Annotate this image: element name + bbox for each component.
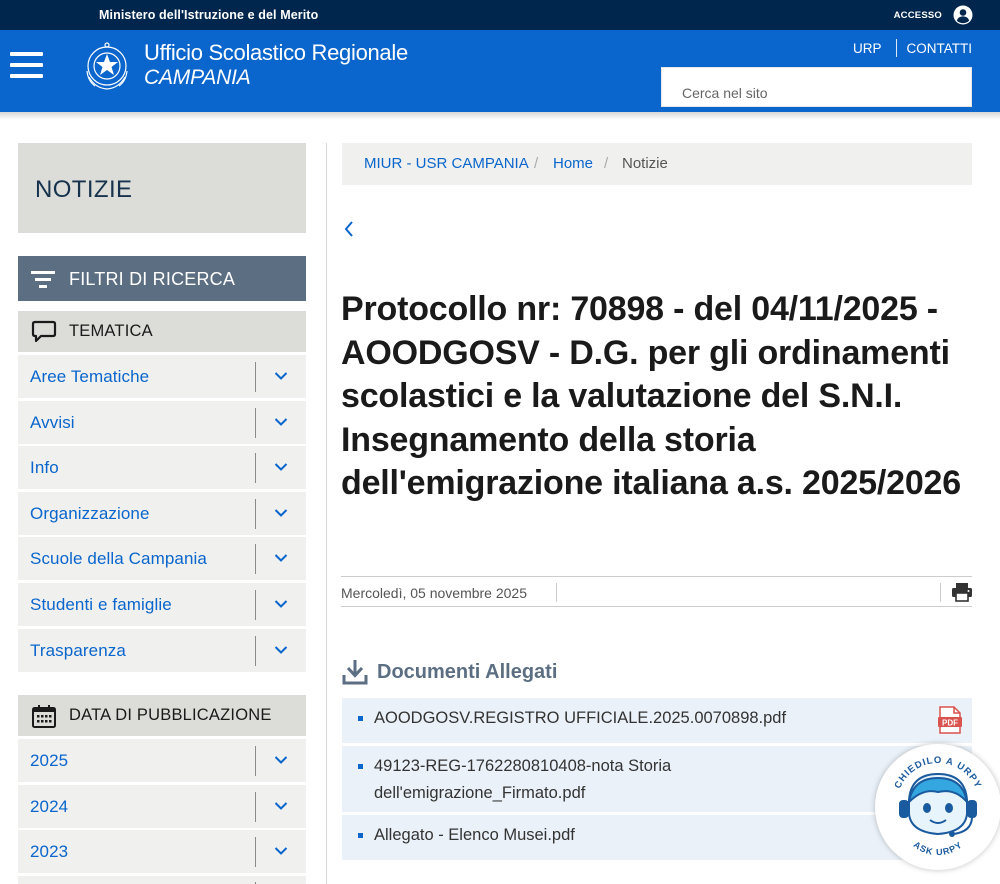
tematica-item-scuole[interactable] xyxy=(18,537,306,580)
item-divider xyxy=(255,746,256,776)
download-icon xyxy=(342,658,368,686)
tematica-item-info[interactable] xyxy=(18,446,306,489)
tematica-item-trasparenza[interactable] xyxy=(18,629,306,672)
item-divider xyxy=(255,499,256,529)
header-link-divider xyxy=(896,39,897,57)
list-item-label: Trasparenza xyxy=(30,640,126,660)
item-divider xyxy=(255,792,256,822)
tematica-header[interactable] xyxy=(18,311,306,352)
year-list xyxy=(18,739,306,884)
item-divider xyxy=(255,408,256,438)
breadcrumb-link-miur[interactable]: MIUR - USR CAMPANIA xyxy=(364,155,529,172)
menu-icon[interactable] xyxy=(10,52,43,78)
item-divider xyxy=(255,544,256,574)
tematica-item-avvisi[interactable] xyxy=(18,401,306,444)
bullet xyxy=(358,716,363,721)
chatbot-top-text: CHIEDILO A URPY xyxy=(892,754,984,791)
item-divider xyxy=(255,453,256,483)
list-item-label: Aree Tematiche xyxy=(30,367,150,386)
list-item-label: 2024 xyxy=(30,796,69,816)
contatti-link[interactable]: CONTATTI xyxy=(906,40,972,56)
attachment-link[interactable]: Allegato - Elenco Musei.pdf xyxy=(374,826,575,844)
data-pubblicazione-label: DATA DI PUBBLICAZIONE xyxy=(69,706,272,724)
list-item-label: Organizzazione xyxy=(30,503,150,523)
article-date: Mercoledì, 05 novembre 2025 xyxy=(341,585,527,601)
chevron-down-icon[interactable] xyxy=(274,645,288,655)
site-title[interactable]: Ufficio Scolastico Regionale xyxy=(144,40,408,65)
bullet xyxy=(358,764,363,769)
item-divider xyxy=(255,837,256,867)
list-item-label: Info xyxy=(30,458,59,478)
chevron-left-icon[interactable] xyxy=(343,220,355,238)
chevron-down-icon[interactable] xyxy=(274,462,288,472)
breadcrumb xyxy=(342,143,972,185)
chatbot-avatar-icon xyxy=(875,744,1000,870)
pdf-icon[interactable] xyxy=(937,706,963,734)
tematica-item-aree-tematiche[interactable] xyxy=(18,355,306,398)
chevron-down-icon[interactable] xyxy=(274,755,288,765)
print-icon[interactable] xyxy=(951,582,973,602)
list-item-label: 2025 xyxy=(30,751,69,770)
chevron-down-icon[interactable] xyxy=(274,508,288,518)
speech-bubble-icon xyxy=(31,319,57,345)
chevron-down-icon[interactable] xyxy=(274,846,288,856)
breadcrumb-current: Notizie xyxy=(622,155,668,172)
list-item-label: Scuole della Campania xyxy=(30,549,207,569)
chevron-down-icon[interactable] xyxy=(274,553,288,563)
ministry-link[interactable]: Ministero dell'Istruzione e del Merito xyxy=(99,8,319,22)
svg-text:PDF: PDF xyxy=(942,718,958,728)
column-divider xyxy=(326,143,327,884)
meta-divider xyxy=(556,583,557,602)
section-title: NOTIZIE xyxy=(35,176,133,203)
list-item-label: Studenti e famiglie xyxy=(30,594,172,614)
filter-icon xyxy=(31,270,55,288)
tematica-list xyxy=(18,355,306,674)
tematica-label: TEMATICA xyxy=(69,322,153,340)
search-box xyxy=(661,67,972,107)
urp-link[interactable]: URP xyxy=(852,40,882,56)
chevron-down-icon[interactable] xyxy=(274,801,288,811)
chevron-down-icon[interactable] xyxy=(274,417,288,427)
site-header xyxy=(0,30,1000,112)
republic-emblem-icon[interactable] xyxy=(83,41,131,93)
attachment-item[interactable] xyxy=(342,698,972,743)
chevron-down-icon[interactable] xyxy=(274,599,288,609)
svg-text:ASK URPY xyxy=(912,839,965,857)
access-link[interactable]: ACCESSO xyxy=(893,10,942,21)
list-item-label: Avvisi xyxy=(30,412,75,432)
item-divider xyxy=(255,362,256,392)
section-title-box xyxy=(18,143,306,233)
tematica-item-organizzazione[interactable] xyxy=(18,492,306,535)
search-input[interactable] xyxy=(662,68,971,106)
documents-title: Documenti Allegati xyxy=(377,661,558,683)
tematica-item-studenti[interactable] xyxy=(18,583,306,626)
chatbot-button[interactable] xyxy=(875,744,1000,870)
filters-label: FILTRI DI RICERCA xyxy=(69,269,236,289)
year-item-partial[interactable] xyxy=(18,876,306,884)
article-title: Protocollo nr: 70898 - del 04/11/2025 - AOODGOSV - D.G. per gli ordinamenti scolastici e la valutazione del S.N.I. Insegnamento della storia dell'emigrazione italiana a.s. 2025/2026 xyxy=(341,290,961,502)
bullet xyxy=(358,833,363,838)
attachment-link[interactable]: AOODGOSV.REGISTRO UFFICIALE.2025.0070898.pdf xyxy=(374,709,787,727)
header-shadow xyxy=(0,112,1000,120)
meta-divider xyxy=(940,583,941,602)
item-divider xyxy=(255,590,256,620)
breadcrumb-separator: / xyxy=(534,155,539,172)
breadcrumb-separator: / xyxy=(604,155,609,172)
chevron-down-icon[interactable] xyxy=(274,371,288,381)
data-pubblicazione-header[interactable] xyxy=(18,695,306,736)
item-divider xyxy=(255,636,256,666)
top-bar xyxy=(0,0,1000,30)
user-icon[interactable] xyxy=(953,5,973,25)
year-item-2023[interactable] xyxy=(18,830,306,873)
calendar-icon xyxy=(31,703,57,729)
chatbot-bottom-text: ASK URPY xyxy=(911,839,965,858)
article-meta xyxy=(341,576,972,607)
breadcrumb-link-home[interactable]: Home xyxy=(553,155,594,172)
attachment-link[interactable]: 49123-REG-1762280810408-nota Storia dell'emigrazione_Firmato.pdf xyxy=(374,757,672,802)
year-item-2024[interactable] xyxy=(18,785,306,828)
filters-header[interactable] xyxy=(18,256,306,301)
year-item-2025[interactable] xyxy=(18,739,306,782)
list-item-label: 2023 xyxy=(30,842,69,862)
site-subtitle[interactable]: CAMPANIA xyxy=(144,66,251,89)
